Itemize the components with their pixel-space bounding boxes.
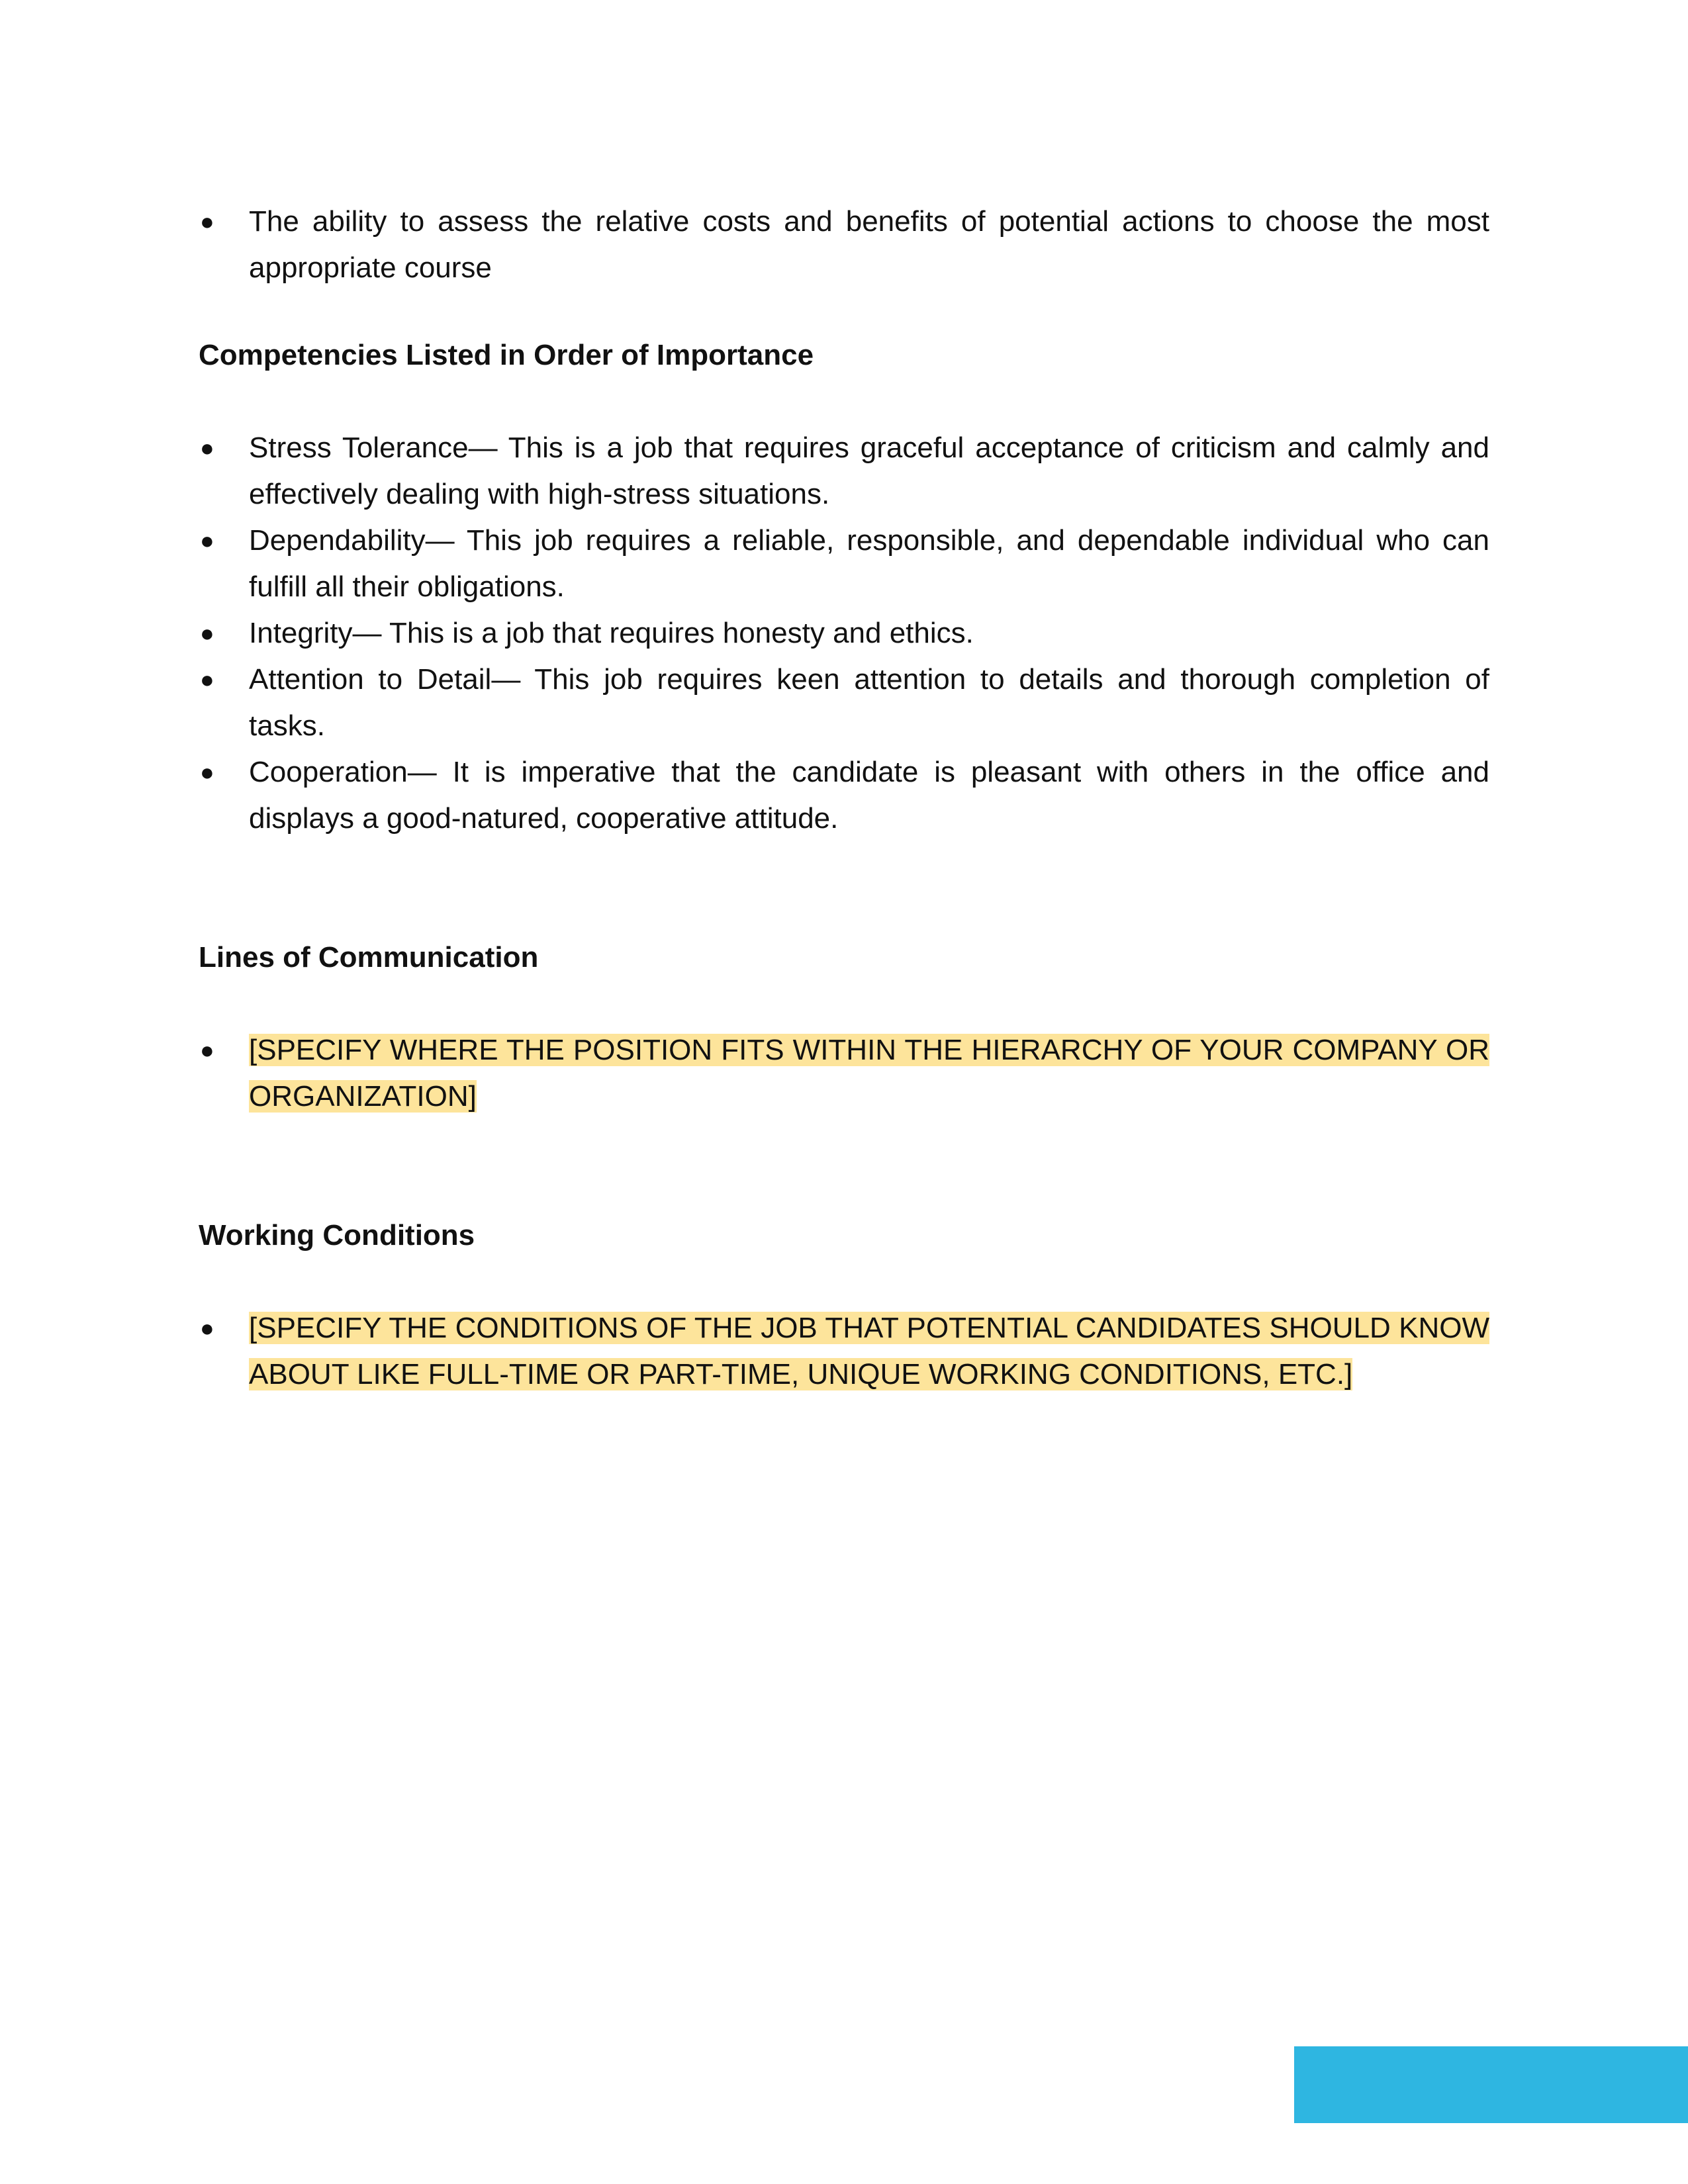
list-item	[199, 610, 1489, 657]
list-item-text: Integrity— This is a job that requires honesty and ethics.	[249, 617, 974, 649]
list-item	[199, 657, 1489, 749]
lines-of-communication-heading: Lines of Communication	[199, 941, 539, 974]
list-item	[199, 425, 1489, 518]
bullet-icon: ●	[200, 1314, 214, 1342]
bullet-icon: ●	[200, 1036, 214, 1064]
list-item	[199, 1305, 1489, 1398]
intro-list	[199, 199, 1489, 291]
bullet-icon: ●	[200, 434, 214, 461]
placeholder-highlight: [SPECIFY WHERE THE POSITION FITS WITHIN THE HIERARCHY OF YOUR COMPANY OR ORGANIZATION]	[249, 1034, 1489, 1113]
list-item	[199, 1027, 1489, 1120]
list-item-text: Cooperation— It is imperative that the candidate is pleasant with others in the office and displays a good-natured, cooperative attitude.	[249, 756, 1489, 835]
footer-accent-bar	[1294, 2046, 1688, 2123]
competencies-heading: Competencies Listed in Order of Importance	[199, 339, 814, 371]
bullet-icon: ●	[200, 527, 214, 554]
list-item	[199, 518, 1489, 610]
placeholder-highlight: [SPECIFY THE CONDITIONS OF THE JOB THAT POTENTIAL CANDIDATES SHOULD KNOW ABOUT LIKE FULL-TIME OR PART-TIME, UNIQUE WORKING CONDITIONS, ETC.]	[249, 1312, 1489, 1390]
bullet-icon: ●	[200, 758, 214, 786]
list-item	[199, 749, 1489, 842]
list-item-text: Attention to Detail— This job requires keen attention to details and thorough completion of tasks.	[249, 663, 1489, 742]
list-item-text: The ability to assess the relative costs and benefits of potential actions to choose the most appropriate course	[249, 205, 1489, 284]
bullet-icon: ●	[200, 666, 214, 693]
working-conditions-list	[199, 1305, 1489, 1398]
list-item	[199, 199, 1489, 291]
bullet-icon: ●	[200, 208, 214, 235]
working-conditions-heading: Working Conditions	[199, 1219, 475, 1251]
lines-of-communication-list	[199, 1027, 1489, 1120]
bullet-icon: ●	[200, 619, 214, 647]
document-body	[199, 199, 1489, 1398]
competencies-list	[199, 425, 1489, 842]
list-item-text: Stress Tolerance— This is a job that requires graceful acceptance of criticism and calmly and effectively dealing with high-stress situations.	[249, 432, 1489, 510]
list-item-text: Dependability— This job requires a reliable, responsible, and dependable individual who can fulfill all their obligations.	[249, 524, 1489, 603]
